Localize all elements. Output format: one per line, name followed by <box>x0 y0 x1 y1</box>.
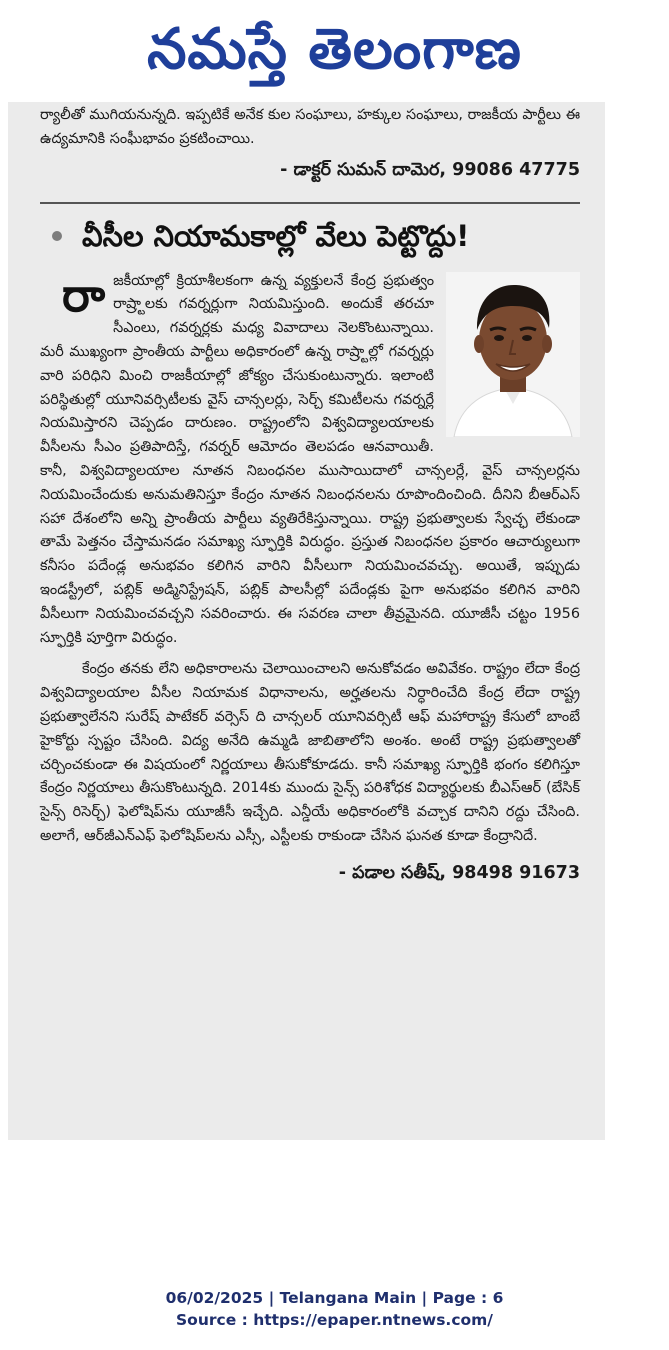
article-body <box>40 267 580 849</box>
article-paragraph-2: కేంద్రం తనకు లేని అధికారాలను చెలాయించాలని అనుకోవడం అవివేకం. రాష్ట్రం లేదా కేంద్ర విశ్వవిద్యాలయాల వీసీల నియామక విధానాలను, అర్హతలను నిర్ధారించేది కేంద్ర లేదా రాష్ట్ర ప్రభుత్వాలేనని సురేష్ పాటేకర్ వర్సెస్ ది చాన్సలర్ యూనివర్సిటీ ఆఫ్ మహారాష్ట్ర కేసులో బాంబే హైకోర్టు స్పష్టం చేసింది. విద్య అనేది ఉమ్మడి జాబితాలోని అంశం. అంటే రాష్ట్ర ప్రభుత్వాలతో చర్చించకుండా ఈ విషయంలో నిర్ణయాలు తీసుకోకూడదు. కానీ సమాఖ్య స్ఫూర్తికి భంగం కలిగిస్తూ కేంద్రం నిర్ణయాలు తీసుకొంటున్నది. 2014కు ముందు సైన్స్ పరిశోధక విద్యార్థులకు బీఎస్ఆర్ (బేసిక్ సైన్స్ రిసెర్చ్) ఫెలోషిప్‌ను యూజీసీ ఇచ్చేది. ఎన్డీయే అధికారంలోకి వచ్చాక దానిని రద్దు చేసింది. అలాగే, ఆర్‌జీఎన్ఎఫ్ ఫెలోషిప్‌లను ఎస్సీ, ఎస్టీలకు రాకుండా చేసిన ఘనత కూడా కేంద్రానిదే. <box>40 661 580 844</box>
article-paragraph-1: జకీయాల్లో క్రియాశీలకంగా ఉన్న వ్యక్తులనే కేంద్ర ప్రభుత్వం రాష్ర్టాలకు గవర్నర్లుగా నియమిస్తుంది. అందుకే తరచూ సీఎంలు, గవర్నర్లకు మధ్య వివాదాలు నెలకొంటున్నాయి. మరీ ముఖ్యంగా ప్రాంతీయ పార్టీలు అధికారంలో ఉన్న రాష్ర్టాల్లో గవర్నర్లు వారి పరిధిని మించి రాజకీయాల్లో జోక్యం చేసుకుంటున్నారు. ఇలాంటి పరిస్థితుల్లో యూనివర్సిటీలకు వైస్ చాన్సలర్లు, సెర్చ్ కమిటీలను గవర్నర్లే నియమిస్తారని చెప్పడం దారుణం. రాష్ట్రంలోని విశ్వవిద్యాలయాలకు వీసీలను సీఎం ప్రతిపాదిస్తే, గవర్నర్ ఆమోదం తెలపడం ఆనవాయితీ. కానీ, విశ్వవిద్యాలయాల నూతన నిబంధనల ముసాయిదాలో చాన్సలర్లే, వైస్ చాన్సలర్లను నియమించేందుకు అనుమతినిస్తూ కేంద్రం నూతన నిబంధనలను రూపొందించింది. దీనిని బీఆర్ఎస్ సహా దేశంలోని అన్ని ప్రాంతీయ పార్టీలు వ్యతిరేకిస్తున్నాయి. రాష్ట్ర ప్రభుత్వాలకు స్వేచ్ఛ లేకుండా తామే పెత్తనం చేస్తామనడం సమాఖ్య స్ఫూర్తికి విరుద్ధం. ప్రస్తుత నిబంధనల ప్రకారం ఆచార్యులుగా కనీసం పదేండ్ల అనుభవం కలిగిన వారిని వీసీలుగా నియమించవచ్చు. అయితే, ఇప్పుడు ఇండస్ట్రీలో, పబ్లిక్ అడ్మినిస్ట్రేషన్, పబ్లిక్ పాలసీల్లో పదేండ్లకు పైగా అనుభవం కలిగిన వారిని వీసీలుగా నియమించవచ్చని సవరించారు. ఈ సవరణ చాలా తీవ్రమైనది. యూజీసీ చట్టం 1956 స్ఫూర్తికి పూర్తిగా విరుద్ధం. <box>40 272 580 646</box>
headline-row <box>40 216 580 256</box>
portrait-image <box>446 272 580 437</box>
newspaper-logo: నమస్తే తెలంగాణ <box>147 17 522 82</box>
footer-source: Source : https://epaper.ntnews.com/ <box>176 1311 493 1329</box>
footer-date-edition: 06/02/2025 | Telangana Main | Page : 6 <box>165 1289 504 1307</box>
bullet-icon <box>52 231 62 241</box>
section-divider <box>40 202 580 204</box>
article-byline: - పడాల సతీష్, 98498 91673 <box>338 862 580 883</box>
article-clip <box>8 102 605 1140</box>
previous-article-tail: ర్యాలీతో ముగియనున్నది. ఇప్పటికే అనేక కుల సంఘాలు, హక్కుల సంఘాలు, రాజకీయ పార్టీలు ఈ ఉద్యమానికి సంఘీభావం ప్రకటించాయి. <box>40 107 580 147</box>
author-photo <box>446 272 580 437</box>
previous-article-byline: - డాక్టర్ సుమన్ దామెర, 99086 47775 <box>280 159 580 180</box>
article-headline: వీసీల నియామకాల్లో వేలు పెట్టొద్దు! <box>82 218 470 253</box>
clip-content <box>40 102 580 887</box>
drop-cap: రా <box>62 267 106 322</box>
masthead <box>0 0 669 100</box>
